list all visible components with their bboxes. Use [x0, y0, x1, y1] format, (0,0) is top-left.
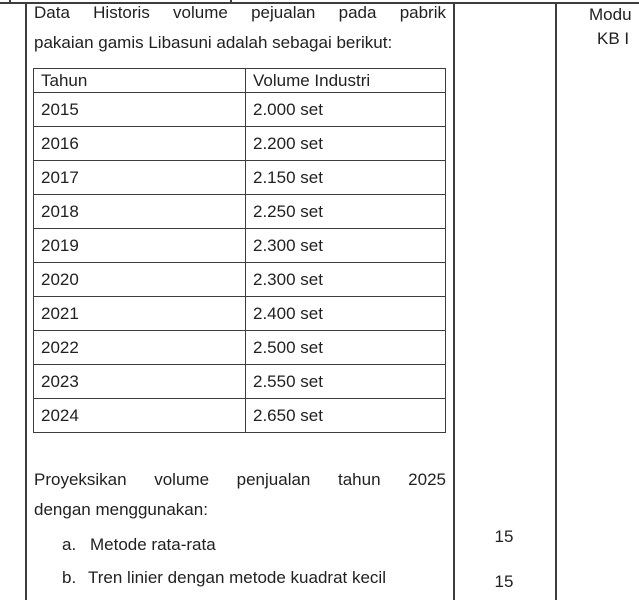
year-cell: 2016	[34, 127, 246, 161]
history-table	[33, 68, 446, 433]
year-cell: 2021	[34, 297, 246, 331]
upper-row-divider-stub	[9, 0, 11, 4]
volume-cell: 2.250 set	[246, 195, 446, 229]
question-column-left-border	[25, 2, 27, 600]
table-row	[34, 331, 446, 365]
volume-cell: 2.650 set	[246, 399, 446, 433]
volume-cell: 2.400 set	[246, 297, 446, 331]
intro-line-1: Data Historis volume pejualan pada pabrik	[34, 3, 446, 22]
score-column-left-border	[453, 2, 455, 600]
volume-cell: 2.300 set	[246, 229, 446, 263]
volume-cell: 2.300 set	[246, 263, 446, 297]
table-row	[34, 229, 446, 263]
year-cell: 2015	[34, 93, 246, 127]
volume-cell: 2.200 set	[246, 127, 446, 161]
score-item-b: 15	[494, 572, 514, 591]
reference-column-left-border	[555, 2, 557, 600]
score-item-a: 15	[494, 527, 514, 546]
volume-cell: 2.500 set	[246, 331, 446, 365]
table-row	[34, 93, 446, 127]
reference-line-1: Modu	[589, 5, 632, 24]
year-column-header: Tahun	[34, 69, 246, 93]
year-cell: 2018	[34, 195, 246, 229]
intro-line-2: pakaian gamis Libasuni adalah sebagai berikut:	[34, 33, 393, 52]
table-row	[34, 297, 446, 331]
year-cell: 2022	[34, 331, 246, 365]
year-cell: 2017	[34, 161, 246, 195]
table-row	[34, 365, 446, 399]
reference-line-2: KB I	[597, 29, 630, 48]
list-marker-a: a.	[62, 535, 77, 554]
task-line-2: dengan menggunakan:	[34, 500, 208, 519]
task-line-1: Proyeksikan volume penjualan tahun 2025	[34, 470, 446, 489]
volume-cell: 2.550 set	[246, 365, 446, 399]
year-cell: 2019	[34, 229, 246, 263]
table-row	[34, 263, 446, 297]
table-row	[34, 399, 446, 433]
list-marker-b: b.	[62, 568, 77, 587]
volume-column-header: Volume Industri	[246, 69, 446, 93]
table-row	[34, 161, 446, 195]
year-cell: 2024	[34, 399, 246, 433]
volume-cell: 2.150 set	[246, 161, 446, 195]
year-cell: 2023	[34, 365, 246, 399]
list-item-metode-rata-rata: Metode rata-rata	[90, 535, 216, 554]
table-row	[34, 195, 446, 229]
volume-cell: 2.000 set	[246, 93, 446, 127]
year-cell: 2020	[34, 263, 246, 297]
list-item-tren-linier: Tren linier dengan metode kuadrat kecil	[88, 568, 386, 587]
table-row	[34, 127, 446, 161]
table-header-row	[34, 69, 446, 93]
